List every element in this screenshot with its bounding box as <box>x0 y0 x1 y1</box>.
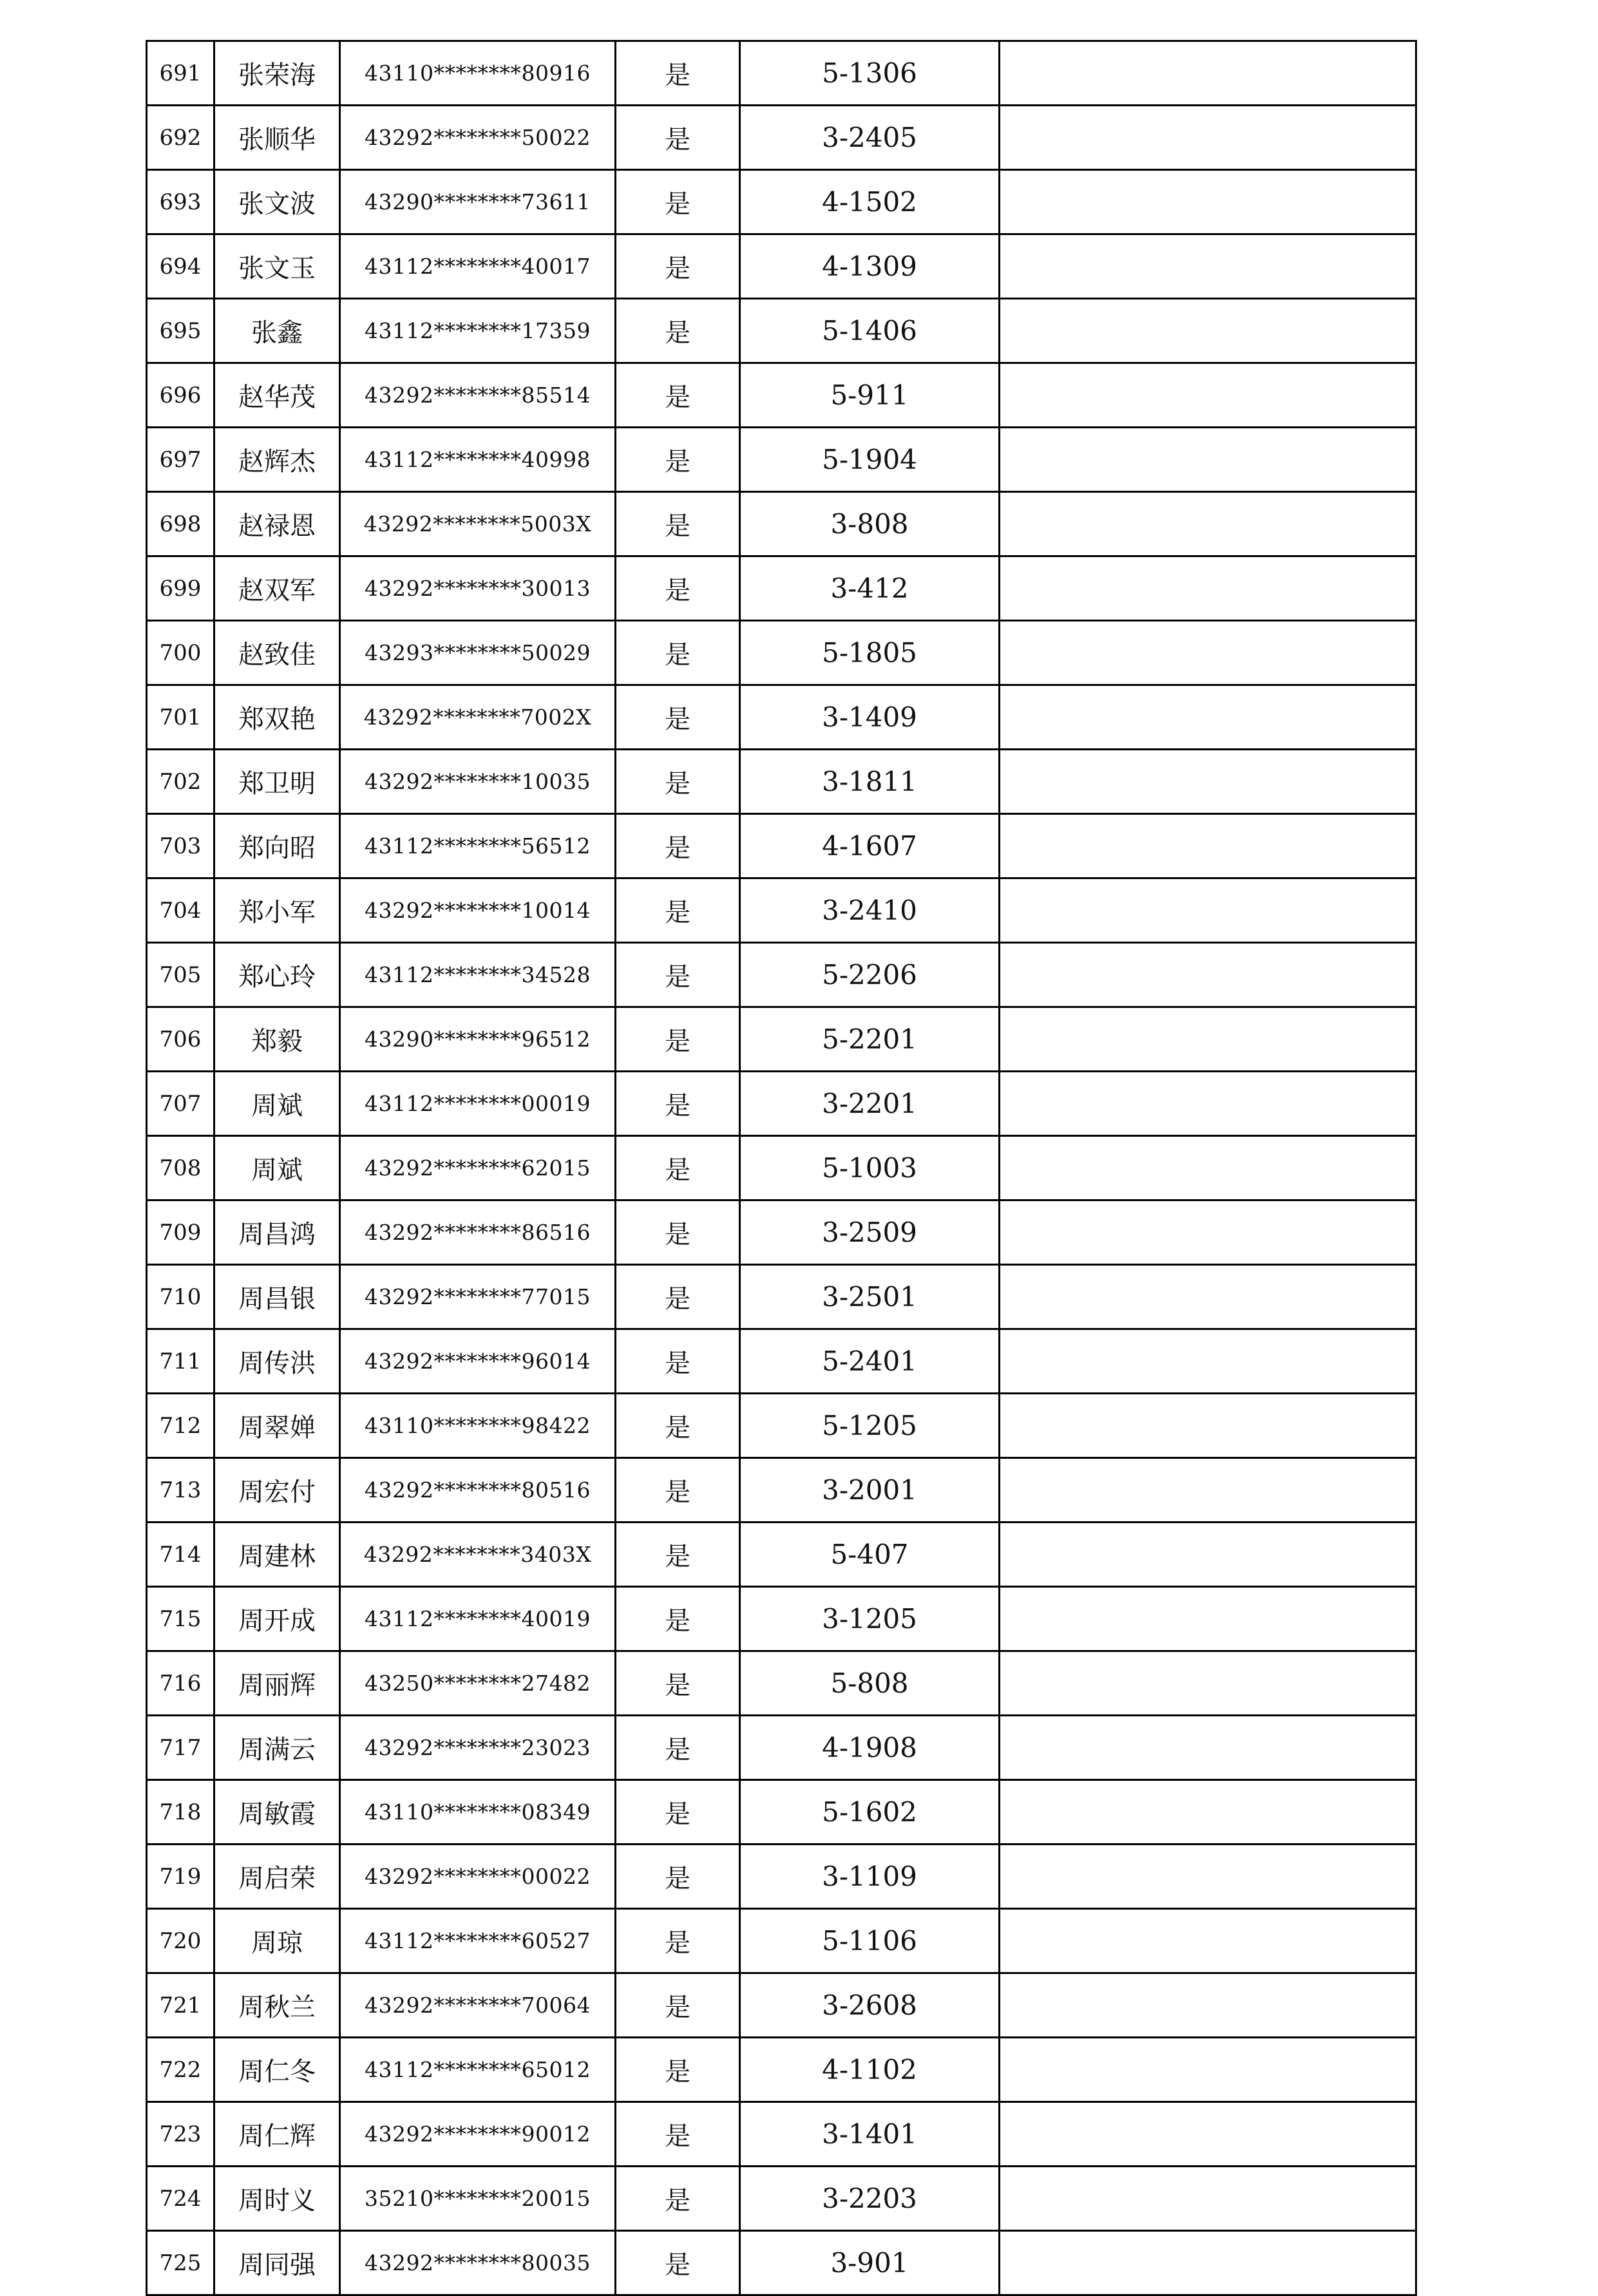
status-flag: 是 <box>616 1587 740 1651</box>
row-number: 710 <box>147 1265 214 1329</box>
room-number: 3-2001 <box>740 1458 1000 1523</box>
status-flag: 是 <box>616 1007 740 1072</box>
person-name: 张文波 <box>214 170 340 234</box>
table-row <box>147 170 1416 234</box>
status-flag: 是 <box>616 1265 740 1329</box>
person-name: 周同强 <box>214 2231 340 2295</box>
room-number: 4-1607 <box>740 814 1000 878</box>
id-number: 43292********86516 <box>340 1200 616 1265</box>
id-number: 43293********50029 <box>340 621 616 685</box>
status-flag: 是 <box>616 1523 740 1587</box>
status-flag: 是 <box>616 1136 740 1200</box>
status-flag: 是 <box>616 1716 740 1780</box>
row-number: 713 <box>147 1458 214 1523</box>
remark-cell <box>1000 1780 1416 1845</box>
person-name: 周传洪 <box>214 1329 340 1394</box>
status-flag: 是 <box>616 1072 740 1136</box>
id-number: 43292********70064 <box>340 1973 616 2038</box>
table-row <box>147 106 1416 170</box>
status-flag: 是 <box>616 234 740 299</box>
status-flag: 是 <box>616 2102 740 2167</box>
person-name: 郑卫明 <box>214 750 340 814</box>
room-number: 3-1409 <box>740 685 1000 750</box>
status-flag: 是 <box>616 1394 740 1458</box>
room-number: 5-1904 <box>740 428 1000 492</box>
remark-cell <box>1000 363 1416 428</box>
remark-cell <box>1000 1136 1416 1200</box>
table-row <box>147 2038 1416 2102</box>
table-row <box>147 685 1416 750</box>
remark-cell <box>1000 1329 1416 1394</box>
person-name: 周时义 <box>214 2167 340 2231</box>
person-name: 赵禄恩 <box>214 492 340 556</box>
status-flag: 是 <box>616 1973 740 2038</box>
table-row <box>147 621 1416 685</box>
status-flag: 是 <box>616 2038 740 2102</box>
remark-cell <box>1000 1587 1416 1651</box>
person-name: 周敏霞 <box>214 1780 340 1845</box>
id-number: 43112********34528 <box>340 943 616 1007</box>
room-number: 3-1109 <box>740 1845 1000 1909</box>
row-number: 706 <box>147 1007 214 1072</box>
table-row <box>147 299 1416 363</box>
status-flag: 是 <box>616 2231 740 2295</box>
roster-table <box>146 40 1417 2296</box>
id-number: 43250********27482 <box>340 1651 616 1716</box>
table-row <box>147 878 1416 943</box>
row-number: 723 <box>147 2102 214 2167</box>
id-number: 43112********40998 <box>340 428 616 492</box>
remark-cell <box>1000 1458 1416 1523</box>
remark-cell <box>1000 621 1416 685</box>
person-name: 周斌 <box>214 1136 340 1200</box>
remark-cell <box>1000 2167 1416 2231</box>
row-number: 696 <box>147 363 214 428</box>
id-number: 43112********65012 <box>340 2038 616 2102</box>
person-name: 周仁辉 <box>214 2102 340 2167</box>
status-flag: 是 <box>616 363 740 428</box>
row-number: 703 <box>147 814 214 878</box>
status-flag: 是 <box>616 1780 740 1845</box>
status-flag: 是 <box>616 299 740 363</box>
row-number: 721 <box>147 1973 214 2038</box>
id-number: 43112********40019 <box>340 1587 616 1651</box>
remark-cell <box>1000 1973 1416 2038</box>
room-number: 5-1003 <box>740 1136 1000 1200</box>
row-number: 715 <box>147 1587 214 1651</box>
remark-cell <box>1000 1394 1416 1458</box>
room-number: 5-1805 <box>740 621 1000 685</box>
table-row <box>147 556 1416 621</box>
room-number: 3-901 <box>740 2231 1000 2295</box>
table-row <box>147 1523 1416 1587</box>
room-number: 3-2509 <box>740 1200 1000 1265</box>
id-number: 43292********30013 <box>340 556 616 621</box>
table-row <box>147 1329 1416 1394</box>
remark-cell <box>1000 1265 1416 1329</box>
remark-cell <box>1000 41 1416 106</box>
table-row <box>147 492 1416 556</box>
status-flag: 是 <box>616 1909 740 1973</box>
person-name: 周开成 <box>214 1587 340 1651</box>
table-row <box>147 1909 1416 1973</box>
table-row <box>147 2231 1416 2295</box>
table-row <box>147 750 1416 814</box>
room-number: 5-2201 <box>740 1007 1000 1072</box>
row-number: 701 <box>147 685 214 750</box>
room-number: 3-2405 <box>740 106 1000 170</box>
remark-cell <box>1000 428 1416 492</box>
row-number: 692 <box>147 106 214 170</box>
room-number: 3-1811 <box>740 750 1000 814</box>
id-number: 43110********98422 <box>340 1394 616 1458</box>
room-number: 3-2201 <box>740 1072 1000 1136</box>
status-flag: 是 <box>616 814 740 878</box>
table-row <box>147 41 1416 106</box>
status-flag: 是 <box>616 878 740 943</box>
remark-cell <box>1000 106 1416 170</box>
row-number: 716 <box>147 1651 214 1716</box>
person-name: 周满云 <box>214 1716 340 1780</box>
id-number: 43112********00019 <box>340 1072 616 1136</box>
room-number: 5-911 <box>740 363 1000 428</box>
person-name: 张鑫 <box>214 299 340 363</box>
remark-cell <box>1000 1072 1416 1136</box>
row-number: 724 <box>147 2167 214 2231</box>
table-row <box>147 234 1416 299</box>
status-flag: 是 <box>616 943 740 1007</box>
room-number: 4-1502 <box>740 170 1000 234</box>
person-name: 周琼 <box>214 1909 340 1973</box>
room-number: 4-1102 <box>740 2038 1000 2102</box>
row-number: 709 <box>147 1200 214 1265</box>
remark-cell <box>1000 170 1416 234</box>
person-name: 赵辉杰 <box>214 428 340 492</box>
status-flag: 是 <box>616 1329 740 1394</box>
id-number: 43292********7002X <box>340 685 616 750</box>
room-number: 4-1908 <box>740 1716 1000 1780</box>
row-number: 704 <box>147 878 214 943</box>
table-row <box>147 1394 1416 1458</box>
table-row <box>147 1587 1416 1651</box>
id-number: 43292********77015 <box>340 1265 616 1329</box>
row-number: 720 <box>147 1909 214 1973</box>
person-name: 郑双艳 <box>214 685 340 750</box>
row-number: 707 <box>147 1072 214 1136</box>
room-number: 4-1309 <box>740 234 1000 299</box>
room-number: 5-1406 <box>740 299 1000 363</box>
id-number: 43110********08349 <box>340 1780 616 1845</box>
id-number: 43292********80035 <box>340 2231 616 2295</box>
row-number: 725 <box>147 2231 214 2295</box>
table-row <box>147 1780 1416 1845</box>
room-number: 5-2206 <box>740 943 1000 1007</box>
remark-cell <box>1000 750 1416 814</box>
room-number: 3-2410 <box>740 878 1000 943</box>
roster-table-body <box>147 41 1416 2295</box>
id-number: 43292********5003X <box>340 492 616 556</box>
table-row <box>147 943 1416 1007</box>
row-number: 719 <box>147 1845 214 1909</box>
person-name: 张荣海 <box>214 41 340 106</box>
status-flag: 是 <box>616 428 740 492</box>
row-number: 700 <box>147 621 214 685</box>
table-row <box>147 2102 1416 2167</box>
row-number: 697 <box>147 428 214 492</box>
row-number: 712 <box>147 1394 214 1458</box>
row-number: 699 <box>147 556 214 621</box>
remark-cell <box>1000 2231 1416 2295</box>
person-name: 周昌鸿 <box>214 1200 340 1265</box>
remark-cell <box>1000 234 1416 299</box>
remark-cell <box>1000 943 1416 1007</box>
person-name: 赵华茂 <box>214 363 340 428</box>
table-row <box>147 1845 1416 1909</box>
id-number: 43112********60527 <box>340 1909 616 1973</box>
remark-cell <box>1000 1007 1416 1072</box>
table-row <box>147 428 1416 492</box>
table-row <box>147 814 1416 878</box>
status-flag: 是 <box>616 2167 740 2231</box>
room-number: 5-1106 <box>740 1909 1000 1973</box>
remark-cell <box>1000 2038 1416 2102</box>
row-number: 708 <box>147 1136 214 1200</box>
table-row <box>147 1007 1416 1072</box>
id-number: 43292********00022 <box>340 1845 616 1909</box>
id-number: 43290********73611 <box>340 170 616 234</box>
person-name: 赵双军 <box>214 556 340 621</box>
remark-cell <box>1000 1200 1416 1265</box>
remark-cell <box>1000 685 1416 750</box>
person-name: 郑向昭 <box>214 814 340 878</box>
table-row <box>147 2167 1416 2231</box>
person-name: 周丽辉 <box>214 1651 340 1716</box>
id-number: 43292********10035 <box>340 750 616 814</box>
person-name: 郑小军 <box>214 878 340 943</box>
id-number: 43292********3403X <box>340 1523 616 1587</box>
person-name: 周仁冬 <box>214 2038 340 2102</box>
status-flag: 是 <box>616 1651 740 1716</box>
id-number: 43292********96014 <box>340 1329 616 1394</box>
row-number: 691 <box>147 41 214 106</box>
remark-cell <box>1000 492 1416 556</box>
row-number: 717 <box>147 1716 214 1780</box>
room-number: 5-2401 <box>740 1329 1000 1394</box>
remark-cell <box>1000 1651 1416 1716</box>
remark-cell <box>1000 814 1416 878</box>
remark-cell <box>1000 299 1416 363</box>
room-number: 5-1205 <box>740 1394 1000 1458</box>
status-flag: 是 <box>616 41 740 106</box>
table-row <box>147 363 1416 428</box>
person-name: 周建林 <box>214 1523 340 1587</box>
table-row <box>147 1200 1416 1265</box>
remark-cell <box>1000 2102 1416 2167</box>
remark-cell <box>1000 1523 1416 1587</box>
table-row <box>147 1973 1416 2038</box>
remark-cell <box>1000 556 1416 621</box>
room-number: 3-412 <box>740 556 1000 621</box>
person-name: 郑毅 <box>214 1007 340 1072</box>
status-flag: 是 <box>616 492 740 556</box>
person-name: 张顺华 <box>214 106 340 170</box>
person-name: 周翠婵 <box>214 1394 340 1458</box>
remark-cell <box>1000 1909 1416 1973</box>
row-number: 711 <box>147 1329 214 1394</box>
id-number: 43290********96512 <box>340 1007 616 1072</box>
person-name: 周宏付 <box>214 1458 340 1523</box>
id-number: 43292********50022 <box>340 106 616 170</box>
row-number: 705 <box>147 943 214 1007</box>
person-name: 赵致佳 <box>214 621 340 685</box>
table-row <box>147 1458 1416 1523</box>
table-row <box>147 1136 1416 1200</box>
row-number: 695 <box>147 299 214 363</box>
id-number: 43292********23023 <box>340 1716 616 1780</box>
id-number: 43292********80516 <box>340 1458 616 1523</box>
status-flag: 是 <box>616 1845 740 1909</box>
room-number: 3-2203 <box>740 2167 1000 2231</box>
id-number: 43292********62015 <box>340 1136 616 1200</box>
status-flag: 是 <box>616 170 740 234</box>
row-number: 694 <box>147 234 214 299</box>
row-number: 714 <box>147 1523 214 1587</box>
status-flag: 是 <box>616 1458 740 1523</box>
id-number: 43292********10014 <box>340 878 616 943</box>
room-number: 3-2608 <box>740 1973 1000 2038</box>
row-number: 693 <box>147 170 214 234</box>
id-number: 35210********20015 <box>340 2167 616 2231</box>
id-number: 43112********40017 <box>340 234 616 299</box>
room-number: 3-1205 <box>740 1587 1000 1651</box>
row-number: 722 <box>147 2038 214 2102</box>
room-number: 5-1602 <box>740 1780 1000 1845</box>
room-number: 5-808 <box>740 1651 1000 1716</box>
room-number: 3-808 <box>740 492 1000 556</box>
table-row <box>147 1265 1416 1329</box>
status-flag: 是 <box>616 621 740 685</box>
row-number: 702 <box>147 750 214 814</box>
person-name: 张文玉 <box>214 234 340 299</box>
room-number: 3-1401 <box>740 2102 1000 2167</box>
status-flag: 是 <box>616 106 740 170</box>
person-name: 郑心玲 <box>214 943 340 1007</box>
table-row <box>147 1072 1416 1136</box>
id-number: 43292********85514 <box>340 363 616 428</box>
person-name: 周启荣 <box>214 1845 340 1909</box>
person-name: 周昌银 <box>214 1265 340 1329</box>
id-number: 43112********56512 <box>340 814 616 878</box>
person-name: 周斌 <box>214 1072 340 1136</box>
remark-cell <box>1000 1845 1416 1909</box>
id-number: 43292********90012 <box>340 2102 616 2167</box>
table-row <box>147 1651 1416 1716</box>
id-number: 43112********17359 <box>340 299 616 363</box>
status-flag: 是 <box>616 556 740 621</box>
room-number: 5-407 <box>740 1523 1000 1587</box>
table-row <box>147 1716 1416 1780</box>
remark-cell <box>1000 878 1416 943</box>
status-flag: 是 <box>616 685 740 750</box>
status-flag: 是 <box>616 1200 740 1265</box>
room-number: 3-2501 <box>740 1265 1000 1329</box>
remark-cell <box>1000 1716 1416 1780</box>
status-flag: 是 <box>616 750 740 814</box>
person-name: 周秋兰 <box>214 1973 340 2038</box>
row-number: 698 <box>147 492 214 556</box>
row-number: 718 <box>147 1780 214 1845</box>
room-number: 5-1306 <box>740 41 1000 106</box>
id-number: 43110********80916 <box>340 41 616 106</box>
